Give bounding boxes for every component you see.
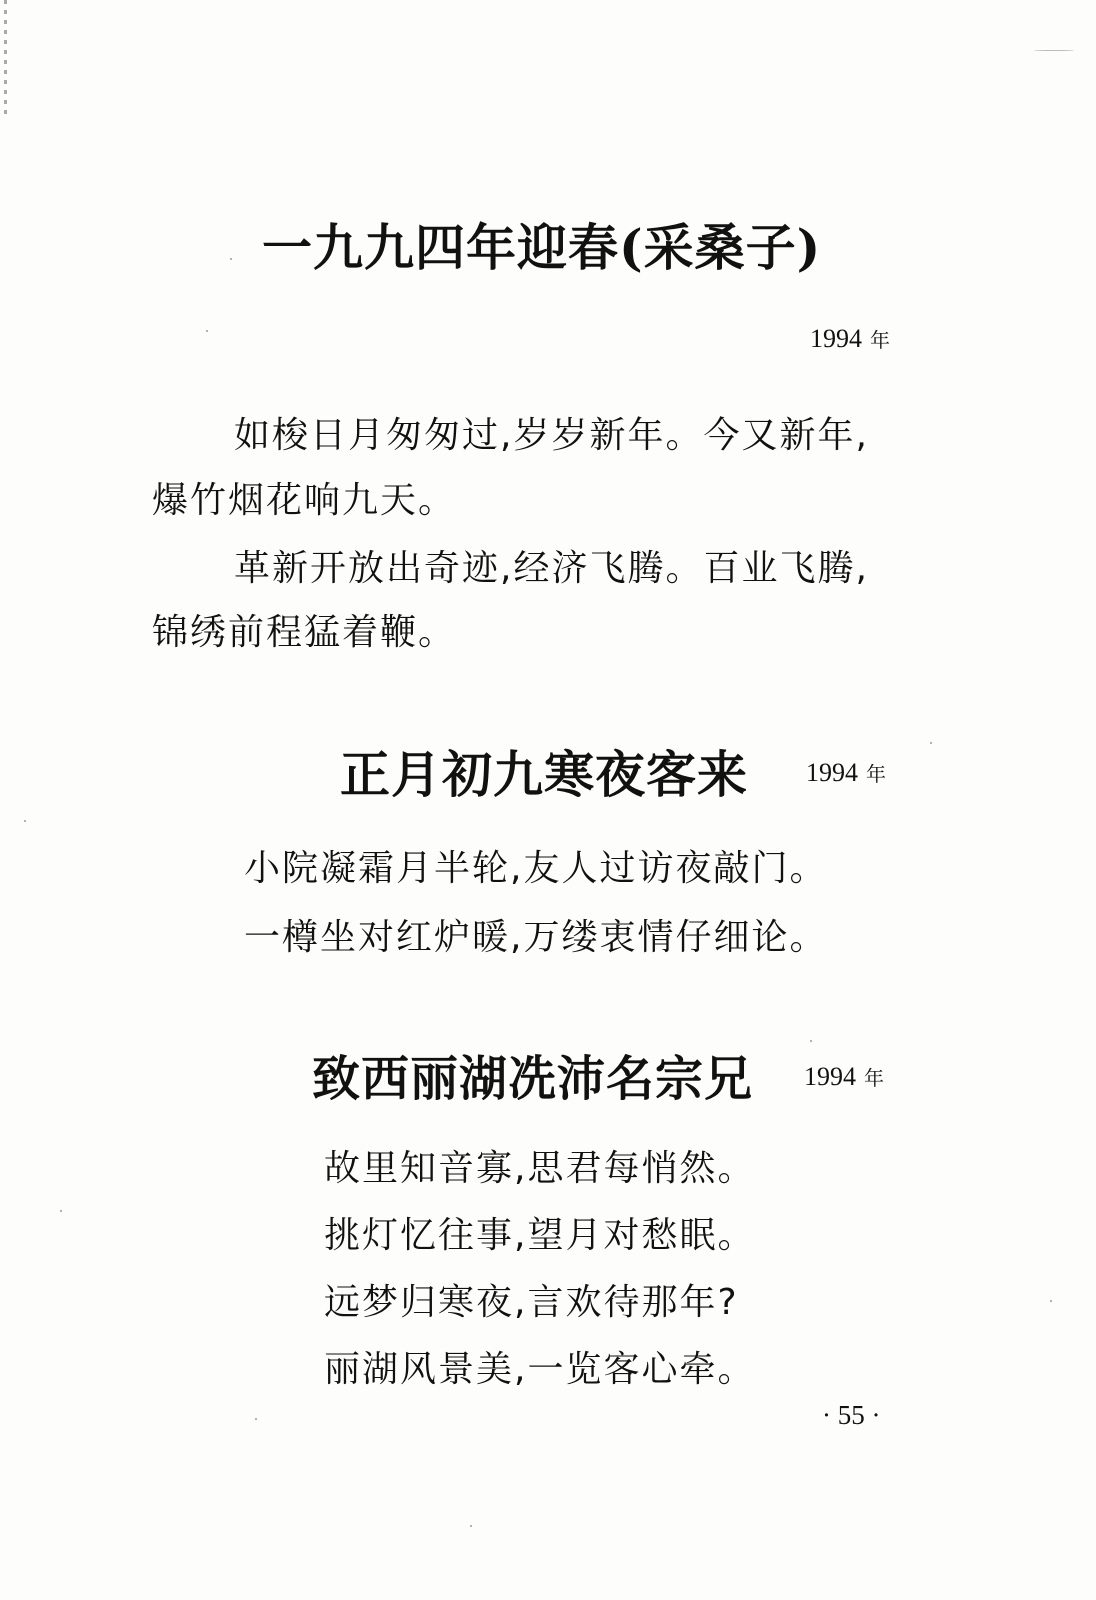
poem-1-title: 一九九四年迎春(采桑子)	[262, 218, 822, 277]
poem-2-line-2: 一樽坐对红炉暖,万缕衷情仔细论。	[244, 917, 828, 958]
scan-speck	[470, 1525, 472, 1527]
poem-3-year-label	[804, 1062, 884, 1092]
poem-3-year-suffix: 年	[864, 1066, 884, 1090]
scan-speck	[60, 1210, 62, 1212]
poem-1-year: 1994	[810, 324, 862, 353]
scan-speck	[930, 742, 932, 744]
poem-1-line-1: 如梭日月匆匆过,岁岁新年。今又新年,	[234, 415, 869, 456]
scan-speck	[206, 330, 208, 332]
poem-3-line-3: 远梦归寒夜,言欢待那年?	[324, 1282, 739, 1323]
poem-1-year-suffix: 年	[870, 328, 890, 352]
scan-speck	[255, 1418, 257, 1420]
poem-2-line-1: 小院凝霜月半轮,友人过访夜敲门。	[244, 848, 828, 889]
poem-2-year-suffix: 年	[866, 762, 886, 786]
poem-3-line-2: 挑灯忆往事,望月对愁眠。	[324, 1215, 756, 1256]
poem-1-line-4: 锦绣前程猛着鞭。	[152, 612, 457, 653]
poem-3-line-4: 丽湖风景美,一览客心牵。	[324, 1349, 756, 1390]
poem-2-year-label	[806, 758, 886, 788]
page-number: · 55 ·	[822, 1400, 881, 1430]
scan-speck	[810, 1040, 812, 1042]
poem-2-title: 正月初九寒夜客来	[340, 745, 748, 804]
scan-speck	[230, 258, 232, 260]
poem-3-line-1: 故里知音寡,思君每悄然。	[324, 1148, 756, 1189]
poem-1-line-2: 爆竹烟花响九天。	[152, 480, 457, 521]
poem-1-year-label	[810, 324, 890, 354]
poem-3-year: 1994	[804, 1062, 856, 1091]
scan-speck	[24, 820, 26, 822]
scan-speck	[1034, 50, 1074, 51]
poem-2-year: 1994	[806, 758, 858, 787]
poem-1-line-3: 革新开放出奇迹,经济飞腾。百业飞腾,	[234, 548, 869, 589]
scan-edge-artifact	[4, 0, 7, 120]
poem-3-title: 致西丽湖冼沛名宗兄	[312, 1051, 754, 1107]
scan-speck	[1050, 1300, 1052, 1302]
